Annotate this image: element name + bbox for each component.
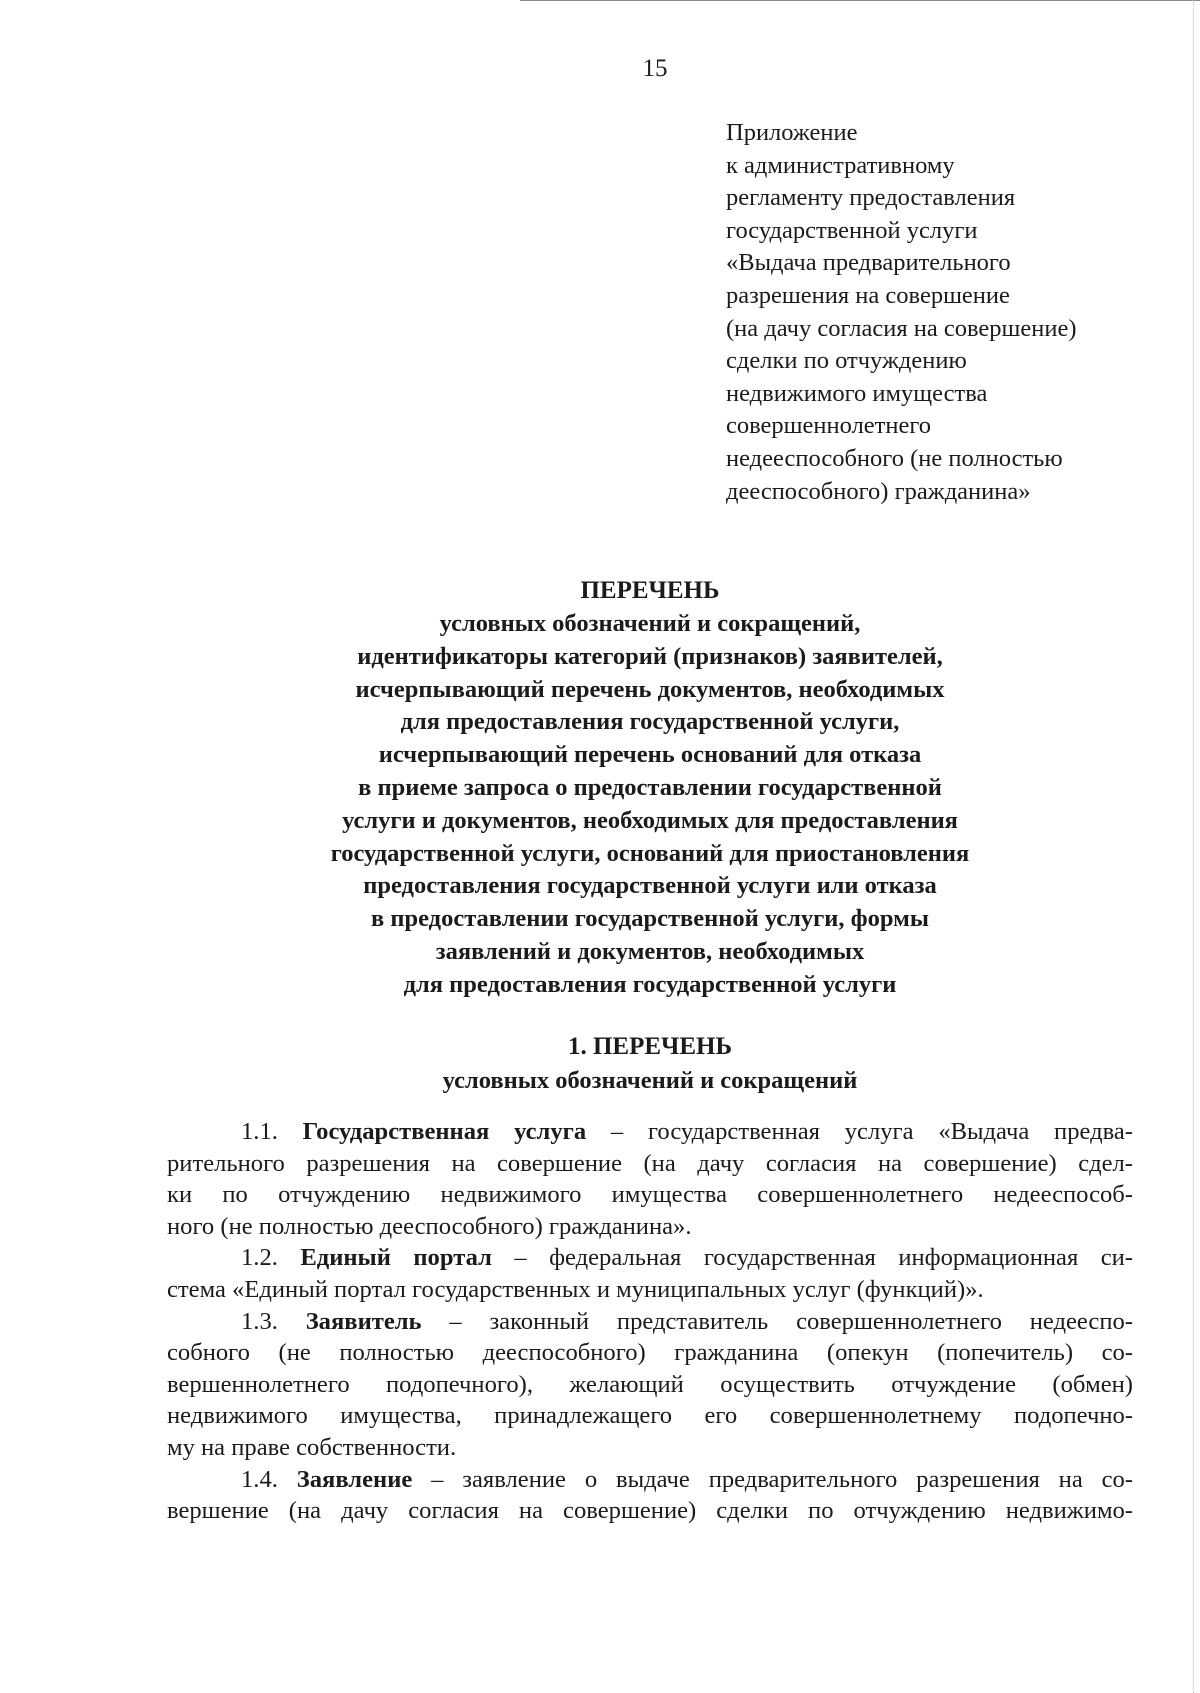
document-title-line: исчерпывающий перечень документов, необходимых	[355, 675, 945, 703]
appendix-line: совершеннолетнего	[726, 412, 932, 440]
appendix-line: недвижимого имущества	[726, 379, 988, 407]
paragraph-line: ного (не полностью дееспособного) гражданина».	[167, 1212, 692, 1240]
document-title-line: в приеме запроса о предоставлении государственной	[358, 773, 942, 801]
paragraph-number: 1.1.	[241, 1118, 303, 1145]
appendix-line: к административному	[726, 151, 955, 179]
section-title: 1. ПЕРЕЧЕНЬ	[567, 1033, 733, 1060]
definition-paragraph	[167, 1306, 1133, 1464]
appendix-line: регламенту предоставления	[726, 184, 1016, 212]
definition-term: Заявление	[296, 1465, 413, 1493]
definition-paragraph	[167, 1464, 1133, 1527]
definition-text: – законный представитель совершеннолетнего недееспо-	[421, 1307, 1133, 1335]
scan-edge-top	[520, 0, 1200, 1]
paragraph-line	[167, 1306, 1133, 1338]
document-title-line: для предоставления государственной услуги,	[400, 708, 900, 736]
document-title-line: услуги и документов, необходимых для предоставления	[342, 806, 958, 834]
paragraph-number: 1.2.	[241, 1244, 301, 1272]
body-text	[167, 1116, 1133, 1527]
document-title-line: заявлений и документов, необходимых	[435, 937, 865, 965]
document-title: ПЕРЕЧЕНЬ	[580, 577, 720, 604]
paragraph-number: 1.3.	[241, 1307, 306, 1335]
paragraph-line	[167, 1464, 1133, 1496]
definition-text: – федеральная государственная информационная си-	[491, 1244, 1133, 1272]
paragraph-line	[167, 1116, 1133, 1148]
appendix-block	[726, 117, 1166, 508]
page-number: 15	[642, 55, 668, 82]
document-title-line: для предоставления государственной услуги	[403, 970, 897, 998]
paragraph-line: вершение (на дачу согласия на совершение) сделки по отчуждению недвижимо-	[167, 1497, 1133, 1525]
appendix-line: недееспособного (не полностью	[726, 444, 1063, 472]
document-title-line: государственной услуги, оснований для приостановления	[330, 839, 970, 867]
paragraph-line: недвижимого имущества, принадлежащего его совершеннолетнему подопечно-	[167, 1402, 1133, 1430]
definition-text: – заявление о выдаче предварительного разрешения на со-	[412, 1465, 1133, 1493]
paragraph-line: вершеннолетнего подопечного), желающий осуществить отчуждение (обмен)	[167, 1370, 1133, 1398]
appendix-line: дееспособного) гражданина»	[726, 477, 1031, 505]
definition-term: Заявитель	[305, 1307, 422, 1335]
definition-paragraph	[167, 1116, 1133, 1242]
definition-paragraph	[167, 1242, 1133, 1305]
appendix-line: сделки по отчуждению	[726, 347, 967, 375]
paragraph-line	[167, 1242, 1133, 1274]
appendix-line: (на дачу согласия на совершение)	[726, 314, 1077, 342]
section-heading-block	[200, 1030, 1100, 1098]
appendix-line: Приложение	[726, 119, 858, 146]
appendix-line: разрешения на совершение	[726, 281, 1010, 309]
document-title-line: условных обозначений и сокращений,	[439, 610, 861, 637]
section-subtitle: условных обозначений и сокращений	[442, 1067, 858, 1094]
definition-term: Государственная услуга	[302, 1118, 587, 1145]
document-title-block	[200, 574, 1100, 1002]
appendix-line: государственной услуги	[726, 216, 978, 244]
paragraph-line: ки по отчуждению недвижимого имущества совершеннолетнего недееспособ-	[167, 1181, 1133, 1209]
document-title-line: идентификаторы категорий (признаков) заявителей,	[357, 642, 943, 670]
document-title-line: в предоставлении государственной услуги, формы	[371, 905, 929, 933]
paragraph-line: му на праве собственности.	[167, 1433, 457, 1461]
paragraph-line: стема «Единый портал государственных и муниципальных услуг (функций)».	[167, 1275, 984, 1303]
paragraph-line: рительного разрешения на совершение (на дачу согласия на совершение) сдел-	[167, 1149, 1133, 1177]
appendix-line: «Выдача предварительного	[726, 249, 1011, 277]
paragraph-number: 1.4.	[241, 1465, 297, 1493]
definition-term: Единый портал	[300, 1244, 492, 1272]
document-title-line: исчерпывающий перечень оснований для отказа	[378, 741, 922, 769]
definition-text: – государственная услуга «Выдача предва-	[586, 1118, 1133, 1145]
scan-edge-right	[1192, 0, 1194, 1693]
document-title-line: предоставления государственной услуги или отказа	[363, 872, 937, 900]
paragraph-line: собного (не полностью дееспособного) гражданина (опекун (попечитель) со-	[167, 1339, 1133, 1367]
